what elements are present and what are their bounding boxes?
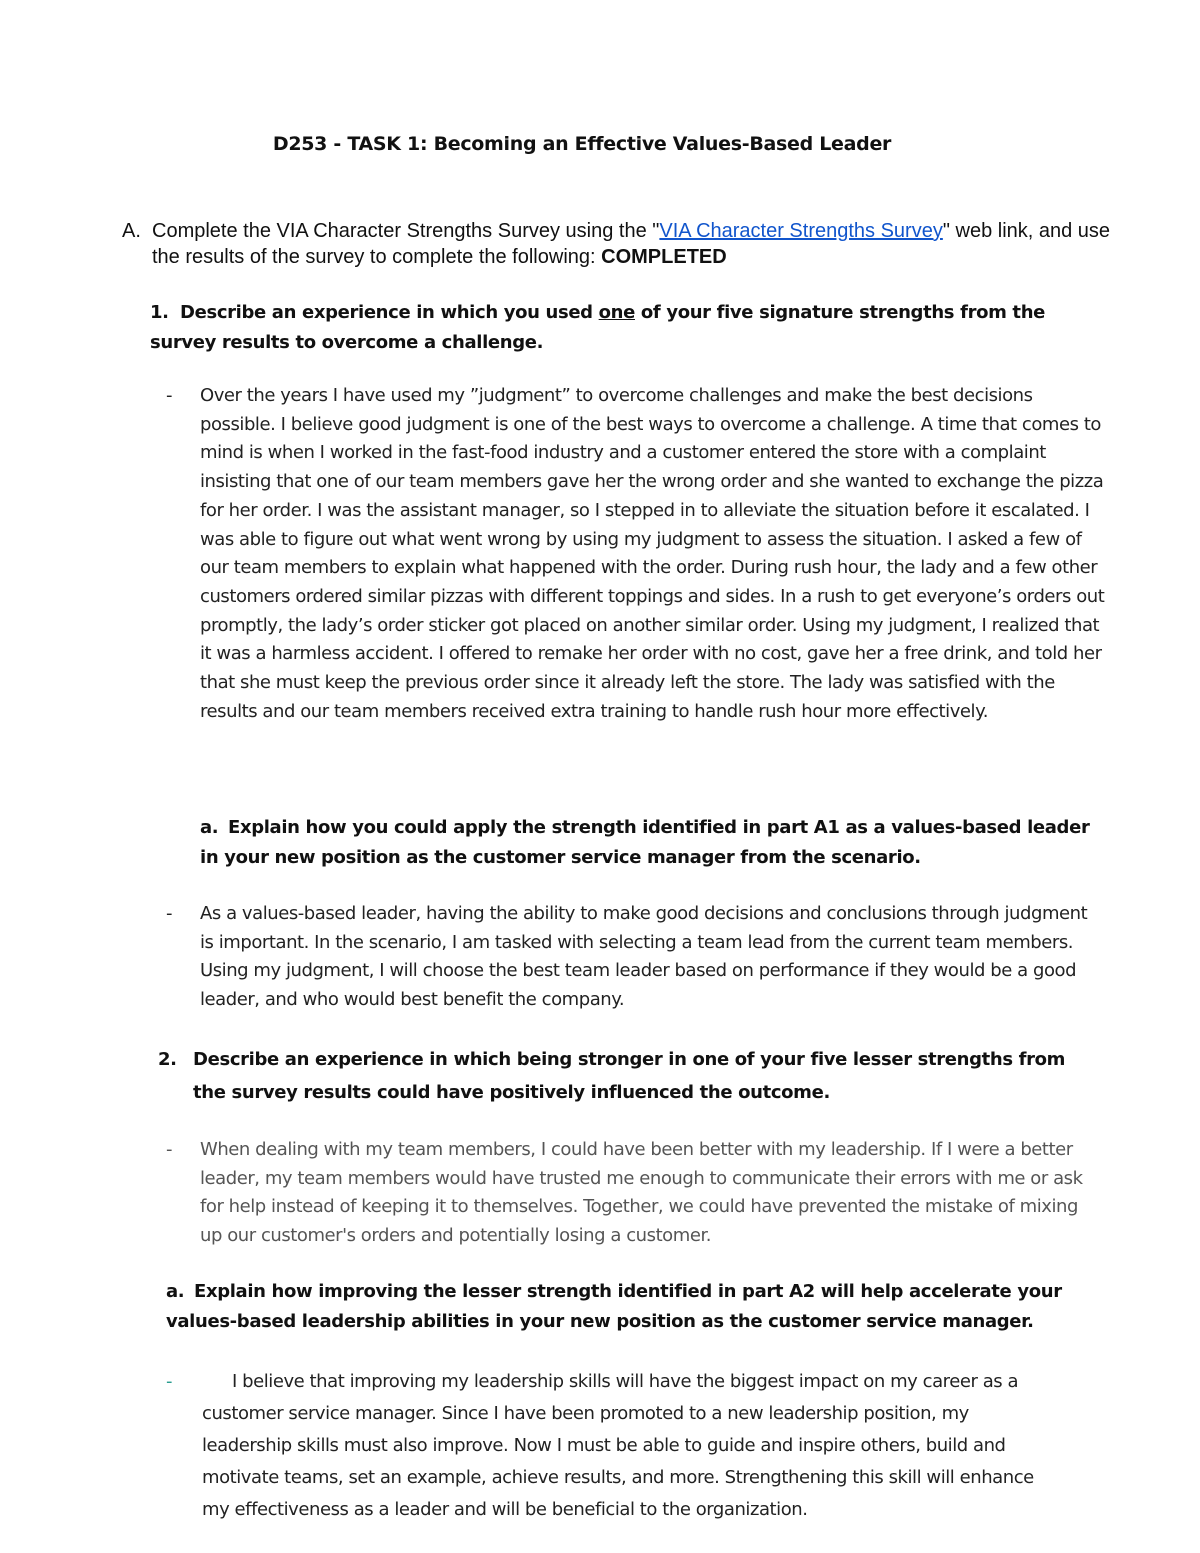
answer-1a-text: As a values-based leader, having the ability to make good decisions and conclusions through judgment is important. In the scenario, I am tasked with selecting a team lead from the current team members. Using my judgment, I will choose the best team leader based on performance if they would be a good leader, and who would best benefit the company. (200, 903, 1088, 1011)
section-a-instructions (152, 218, 1122, 270)
answer-2a-text (166, 1366, 1056, 1526)
section-a-text-after-link: " web link, and use the results of the survey to complete the following: (152, 220, 1111, 268)
question-1-underlined-word: one (598, 302, 635, 323)
answer-1-bullet: - (166, 385, 173, 406)
question-2-text: Describe an experience in which being stronger in one of your five lesser strengths from the survey results could have positively influenced the outcome. (193, 1049, 1066, 1103)
section-a-text-before-link: Complete the VIA Character Strengths Survey using the " (152, 220, 660, 242)
question-1a-text: Explain how you could apply the strength identified in part A1 as a values-based leader in your new position as the customer service manager from the scenario. (200, 817, 1090, 868)
answer-1-text: Over the years I have used my ”judgment” to overcome challenges and make the best decisions possible. I believe good judgment is one of the best ways to overcome a challenge. A time that comes to mind is when I worked in the fast-food industry and a customer entered the store with a complaint insisting that one of our team members gave her the wrong order and she wanted to exchange the pizza for her order. I was the assistant manager, so I stepped in to alleviate the situation before it escalated. I was able to figure out what went wrong by using my judgment to assess the situation. I asked a few of our team members to explain what happened with the order. During rush hour, the lady and a few other customers ordered similar pizzas with different toppings and sides. In a rush to get everyone’s orders out promptly, the lady’s order sticker got placed on another similar order. Using my judgment, I realized that it was a harmless accident. I offered to remake her order with no cost, gave her a free drink, and told her that she must keep the previous order since it already left the store. The lady was satisfied with the results and our team members received extra training to handle rush hour more effectively. (200, 385, 1105, 722)
question-2a-text: Explain how improving the lesser strength identified in part A2 will help accelerate your values-based leadership abilities in your new position as the customer service manager. (166, 1281, 1062, 1332)
section-a-letter: A. (122, 220, 141, 242)
section-a (122, 218, 1122, 270)
document-title: D253 - TASK 1: Becoming an Effective Values-Based Leader (272, 133, 892, 155)
answer-2a-text-content: I believe that improving my leadership skills will have the biggest impact on my career as a customer service manager. Since I have been promoted to a new leadership position, my leadership skills must also improve. Now I must be able to guide and inspire others, build and motivate teams, set an example, achieve results, and more. Strengthening this skill will enhance my effectiveness as a leader and will be beneficial to the organization. (202, 1371, 1034, 1520)
answer-2-text: When dealing with my team members, I could have been better with my leadership. If I were a better leader, my team members would have trusted me enough to communicate their errors with me or ask for help instead of keeping it to themselves. Together, we could have prevented the mistake of mixing up our customer's orders and potentially losing a customer. (200, 1139, 1083, 1247)
via-survey-link[interactable]: VIA Character Strengths Survey (659, 220, 943, 242)
answer-1a-bullet: - (166, 903, 173, 924)
answer-2-bullet: - (166, 1139, 173, 1160)
question-1-number: 1. (150, 302, 169, 323)
question-1 (150, 298, 1070, 358)
question-2a-letter: a. (166, 1281, 185, 1302)
question-2a (166, 1277, 1096, 1337)
question-1a-letter: a. (200, 817, 219, 838)
question-1-text-before: Describe an experience in which you used (180, 302, 593, 323)
question-1-text-after: of your five signature strengths from the survey results to overcome a challenge. (150, 302, 1046, 353)
question-2 (158, 1043, 1098, 1109)
completed-status: COMPLETED (601, 246, 727, 268)
question-1a (200, 813, 1100, 873)
answer-2a-bullet: - (166, 1371, 173, 1392)
question-1-text (150, 298, 1070, 358)
question-2-number: 2. (158, 1049, 177, 1070)
